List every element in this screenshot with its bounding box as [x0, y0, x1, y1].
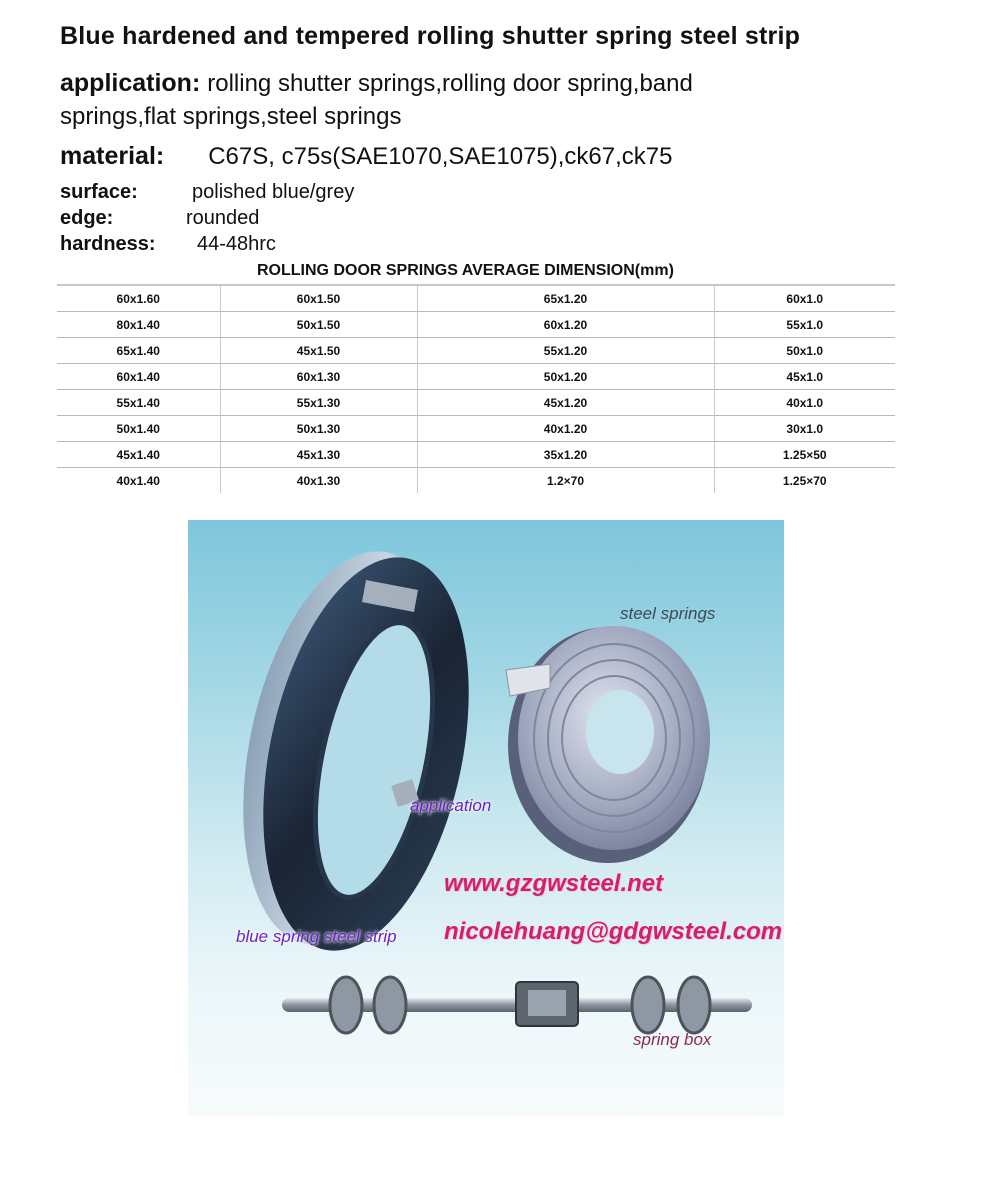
table-cell: 35x1.20 [417, 442, 714, 468]
surface-spec [60, 181, 354, 204]
edge-spec [60, 207, 259, 230]
table-cell: 60x1.30 [220, 364, 417, 390]
table-cell: 55x1.30 [220, 390, 417, 416]
table-cell: 40x1.20 [417, 416, 714, 442]
table-cell: 40x1.0 [714, 390, 895, 416]
table-cell: 1.25×70 [714, 468, 895, 494]
table-cell: 45x1.0 [714, 364, 895, 390]
table-cell: 60x1.50 [220, 285, 417, 312]
application-value: rolling shutter springs,rolling door spring,band [207, 70, 693, 97]
email-watermark: nicolehuang@gdgwsteel.com [444, 918, 783, 945]
table-cell: 50x1.30 [220, 416, 417, 442]
table-caption: ROLLING DOOR SPRINGS AVERAGE DIMENSION(mm) [257, 262, 674, 279]
table-cell: 50x1.0 [714, 338, 895, 364]
product-photo [188, 520, 784, 1116]
table-cell: 65x1.40 [57, 338, 220, 364]
table-row [57, 312, 895, 338]
table-row [57, 468, 895, 494]
surface-value: polished blue/grey [192, 181, 355, 203]
dimension-table [57, 284, 895, 493]
label-application: application [410, 796, 492, 815]
table-cell: 55x1.0 [714, 312, 895, 338]
table-cell: 30x1.0 [714, 416, 895, 442]
application-key: application: [60, 69, 201, 97]
edge-value: rounded [186, 207, 260, 229]
table-cell: 40x1.30 [220, 468, 417, 494]
page-title: Blue hardened and tempered rolling shutter spring steel strip [60, 22, 801, 50]
edge-key: edge: [60, 207, 114, 229]
table-cell: 55x1.40 [57, 390, 220, 416]
hardness-spec [60, 233, 276, 256]
application-value-continued: springs,flat springs,steel springs [60, 103, 402, 130]
table-cell: 65x1.20 [417, 285, 714, 312]
table-cell: 55x1.20 [417, 338, 714, 364]
material-key: material: [60, 142, 165, 170]
table-row [57, 364, 895, 390]
application-spec [60, 66, 693, 101]
table-cell: 45x1.40 [57, 442, 220, 468]
label-spring-box: spring box [633, 1030, 712, 1049]
table-cell: 40x1.40 [57, 468, 220, 494]
table-cell: 1.25×50 [714, 442, 895, 468]
hardness-key: hardness: [60, 233, 156, 255]
table-cell: 60x1.60 [57, 285, 220, 312]
website-watermark: www.gzgwsteel.net [444, 870, 664, 897]
table-cell: 60x1.20 [417, 312, 714, 338]
table-cell: 50x1.20 [417, 364, 714, 390]
table-row [57, 442, 895, 468]
hardness-value: 44-48hrc [197, 233, 276, 255]
table-cell: 80x1.40 [57, 312, 220, 338]
blue-steel-coil [211, 532, 502, 969]
steel-spring-coil [506, 626, 710, 863]
dimension-table-body [57, 285, 895, 493]
table-row [57, 390, 895, 416]
table-row [57, 416, 895, 442]
table-cell: 45x1.30 [220, 442, 417, 468]
table-row [57, 338, 895, 364]
table-cell: 60x1.40 [57, 364, 220, 390]
table-cell: 45x1.20 [417, 390, 714, 416]
table-row [57, 285, 895, 312]
table-cell: 50x1.50 [220, 312, 417, 338]
spring-box-assembly [282, 977, 752, 1033]
table-cell: 50x1.40 [57, 416, 220, 442]
table-cell: 1.2×70 [417, 468, 714, 494]
surface-key: surface: [60, 181, 138, 203]
table-cell: 45x1.50 [220, 338, 417, 364]
table-cell: 60x1.0 [714, 285, 895, 312]
label-steel-springs: steel springs [620, 604, 716, 623]
material-spec [60, 142, 673, 171]
material-value: C67S, c75s(SAE1070,SAE1075),ck67,ck75 [208, 143, 673, 170]
label-blue-strip: blue spring steel strip [236, 927, 397, 946]
